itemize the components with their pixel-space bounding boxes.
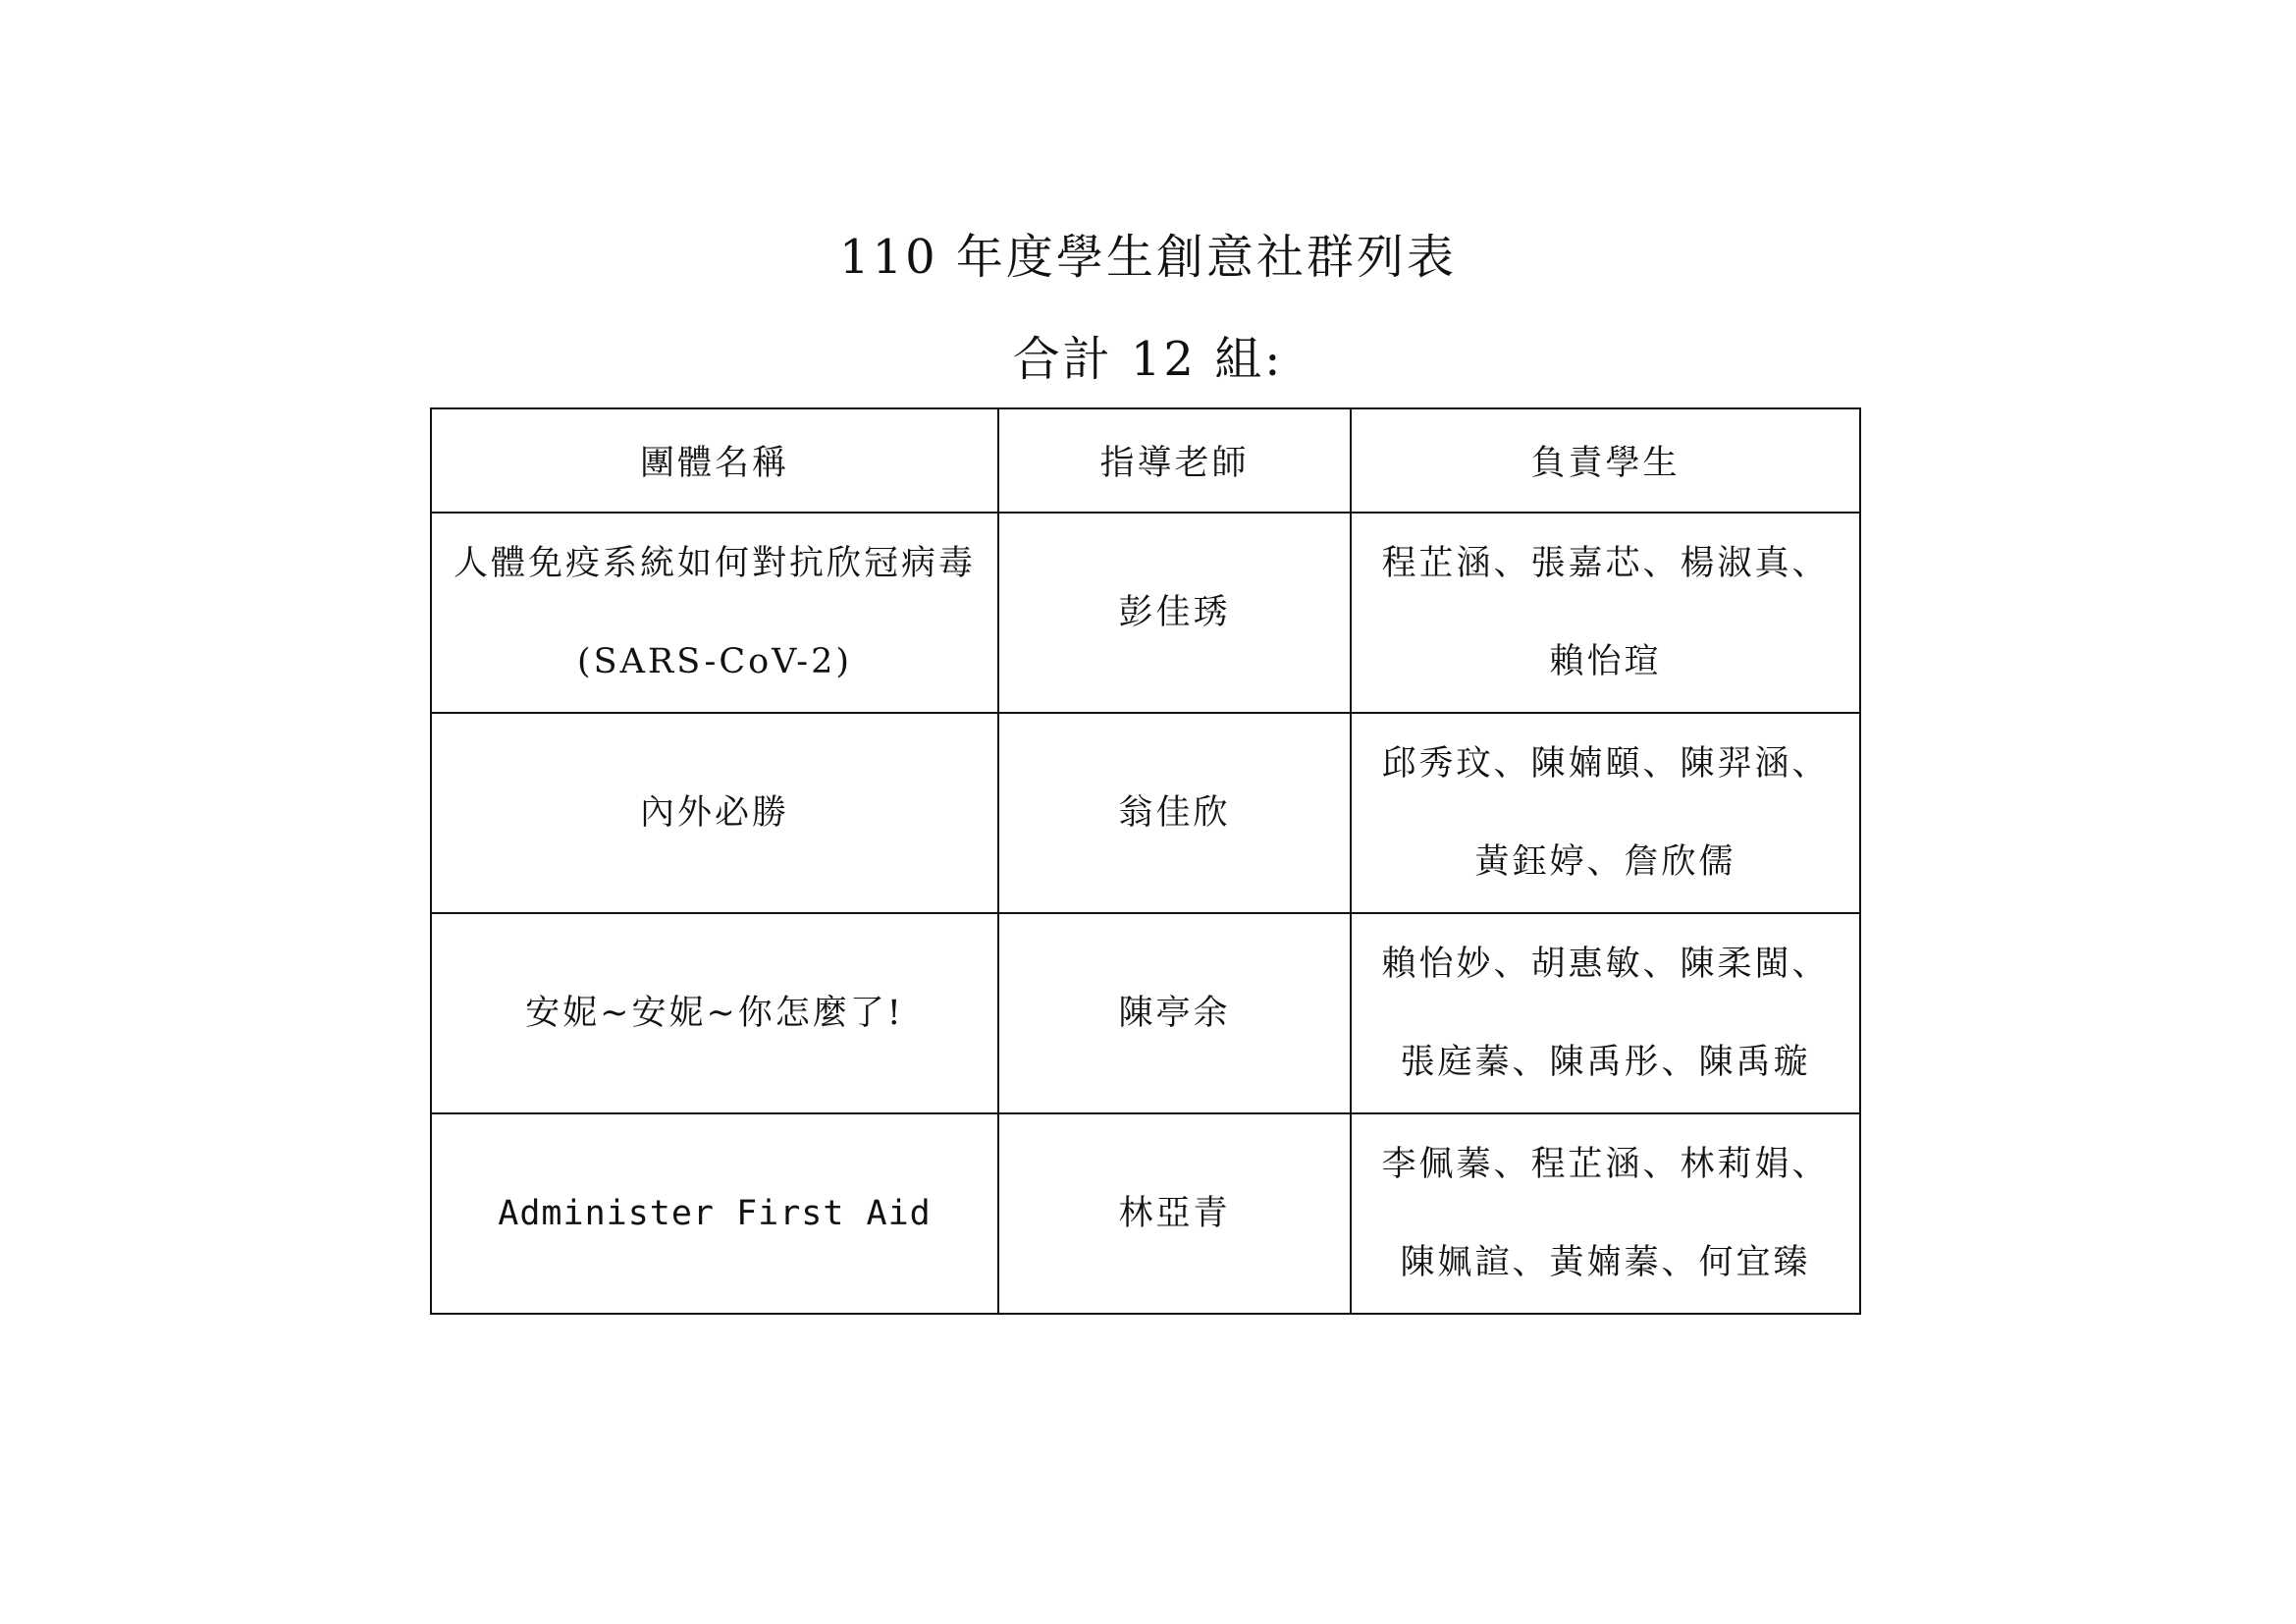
group-name-cell [431, 913, 998, 1113]
advisor-cell [998, 713, 1351, 913]
group-name-cell [431, 513, 998, 713]
students-cell [1351, 513, 1860, 713]
table-row [431, 513, 1860, 713]
group-table [430, 407, 1861, 1315]
table-body [431, 513, 1860, 1314]
group-name-cell [431, 1113, 998, 1314]
advisor-name: 彭佳琇 [1118, 593, 1231, 632]
advisor-cell [998, 913, 1351, 1113]
students-cell [1351, 1113, 1860, 1314]
header-group-name: 團體名稱 [431, 408, 998, 513]
document-title: 110 年度學生創意社群列表 [839, 230, 1457, 285]
header-students: 負責學生 [1351, 408, 1860, 513]
students-cell [1351, 913, 1860, 1113]
advisor-cell [998, 513, 1351, 713]
student-names: 邱秀玟、陳婻頤、陳羿涵、黃鈺婷、詹欣儒 [1381, 744, 1830, 882]
header-advisor: 指導老師 [998, 408, 1351, 513]
group-name-cell [431, 713, 998, 913]
header-row [431, 408, 1860, 513]
table-row [431, 1113, 1860, 1314]
advisor-name: 翁佳欣 [1118, 793, 1231, 833]
group-name: 人體免疫系統如何對抗欣冠病毒(SARS-CoV-2) [453, 544, 976, 681]
table-row [431, 713, 1860, 913]
student-names: 李佩蓁、程芷涵、林莉娟、陳姵諠、黃婻蓁、何宜臻 [1381, 1145, 1830, 1282]
student-names: 賴怡妙、胡惠敏、陳柔閩、張庭蓁、陳禹彤、陳禹璇 [1381, 945, 1830, 1082]
group-name: Administer First Aid [498, 1194, 932, 1233]
advisor-name: 陳亭余 [1118, 994, 1231, 1033]
students-cell [1351, 713, 1860, 913]
table-row [431, 913, 1860, 1113]
group-count: 合計 12 組: [1012, 332, 1284, 387]
student-names: 程芷涵、張嘉芯、楊淑真、賴怡瑄 [1381, 544, 1830, 681]
advisor-cell [998, 1113, 1351, 1314]
table-header [431, 408, 1860, 513]
advisor-name: 林亞青 [1118, 1194, 1231, 1233]
group-name: 內外必勝 [639, 793, 789, 833]
group-name: 安妮~安妮~你怎麼了! [525, 994, 904, 1033]
